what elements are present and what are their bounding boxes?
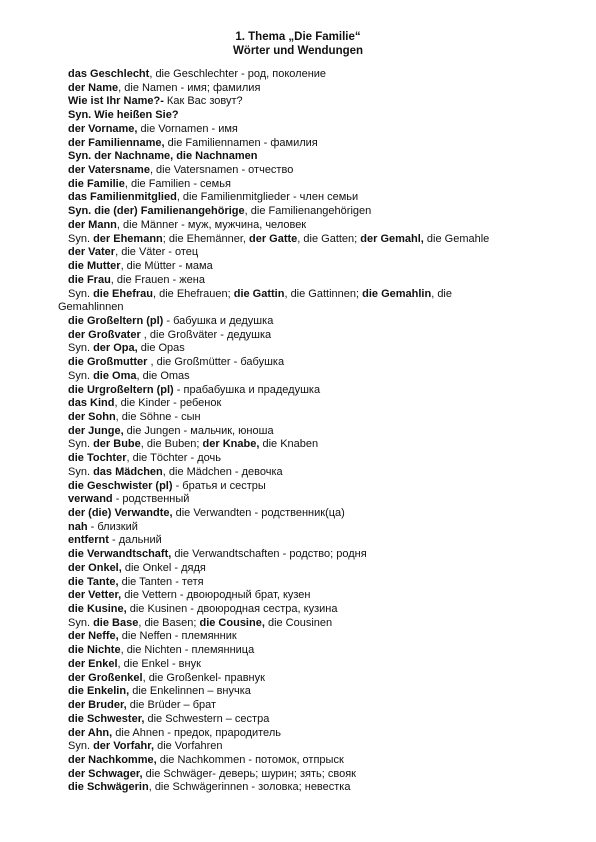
vocab-line <box>68 150 568 164</box>
vocab-term: der Junge, <box>68 424 124 437</box>
vocab-term: der Mann <box>68 218 117 231</box>
vocab-line <box>68 754 568 768</box>
vocab-text: , die Enkel - внук <box>117 657 201 670</box>
vocab-line <box>68 534 568 548</box>
vocab-term: der Vorfahr, <box>93 740 155 753</box>
vocab-term: die Ehefrau <box>93 287 153 300</box>
vocab-line <box>68 178 568 192</box>
vocab-text: die Vornamen - имя <box>137 122 238 135</box>
vocab-text: , die Familien - семья <box>124 177 231 190</box>
vocab-line <box>68 288 568 302</box>
vocabulary-list <box>58 68 568 795</box>
vocab-text: die Verwandten - родственник(ца) <box>172 507 345 519</box>
vocab-line <box>58 301 568 315</box>
vocab-term: der Bruder, <box>68 699 127 712</box>
vocab-text: Syn. <box>68 740 94 753</box>
title-line-1: 1. Thema „Die Familie“ <box>235 31 361 43</box>
vocab-line <box>68 781 568 795</box>
vocab-term: die Familie <box>68 177 125 190</box>
vocab-text: Syn. <box>68 287 94 300</box>
vocab-text: , die Nichten - племянница <box>120 644 255 657</box>
vocab-text: , die Großenkel- правнук <box>142 671 265 684</box>
vocab-term: der Enkel <box>68 657 118 670</box>
vocab-text: , die Buben; <box>140 438 203 451</box>
vocab-term: die Mutter <box>68 260 121 273</box>
vocab-text: die Schwäger- деверь; шурин; зять; свояк <box>142 767 356 780</box>
vocab-term: die Kusine, <box>68 603 127 616</box>
vocab-line <box>68 493 568 507</box>
vocab-term: das Familienmitglied <box>68 191 177 204</box>
vocab-text: , die <box>431 287 452 300</box>
vocab-text: die Brüder – брат <box>126 699 217 712</box>
vocab-text: die Vettern - двоюродный брат, кузен <box>121 589 311 602</box>
vocab-text: ; die Ehemänner, <box>162 232 249 245</box>
vocab-term: das Mädchen <box>93 465 163 478</box>
vocab-line <box>68 452 568 466</box>
vocab-line <box>68 356 568 370</box>
vocab-term: die Enkelin, <box>68 685 130 698</box>
vocab-line <box>68 507 568 521</box>
vocab-line <box>68 342 568 356</box>
vocab-text: - прабабушка и прадедушка <box>173 383 321 396</box>
vocab-line <box>68 164 568 178</box>
vocab-text: - родственный <box>112 493 190 506</box>
vocab-term: die Geschwister (pl) <box>68 479 173 492</box>
vocab-term: der Ahn, <box>68 726 113 739</box>
vocab-term: der Schwager, <box>68 767 143 780</box>
vocab-line <box>68 397 568 411</box>
vocab-term: die Großmutter <box>68 356 148 369</box>
vocab-text: , die Gattinnen; <box>284 287 363 300</box>
vocab-text: die Jungen - мальчик, юноша <box>123 424 274 437</box>
vocab-text: , die Omas <box>136 369 190 382</box>
vocab-text: , die Familienangehörigen <box>244 205 372 218</box>
vocab-line <box>68 603 568 617</box>
vocab-text: die Cousinen <box>264 616 333 629</box>
vocab-line <box>68 109 568 123</box>
vocab-line <box>68 82 568 96</box>
vocab-term: der Bube <box>93 438 141 451</box>
vocab-line <box>68 576 568 590</box>
vocab-text: Syn. <box>68 438 94 451</box>
vocab-line <box>68 658 568 672</box>
vocab-term: der Onkel, <box>68 561 122 574</box>
vocab-term: der (die) Verwandte, <box>68 507 173 519</box>
vocab-text: die Verwandtschaften - родство; родня <box>171 548 367 561</box>
vocab-term: der Großvater <box>68 328 141 341</box>
document-title <box>0 30 596 58</box>
vocab-text: die Nachkommen - потомок, отпрыск <box>156 753 344 766</box>
vocab-text: , die Geschlechter - род, поколение <box>149 68 327 80</box>
vocab-term: die Frau <box>68 273 111 286</box>
vocab-term: der Vater <box>68 246 116 259</box>
vocab-text: , die Mütter - мама <box>120 260 213 273</box>
vocab-term: der Vatersname <box>68 164 150 177</box>
vocab-line <box>68 548 568 562</box>
vocab-term: der Vorname, <box>68 122 138 135</box>
vocab-term: der Großenkel <box>68 671 143 684</box>
vocab-term: der Familienname, <box>68 136 165 149</box>
vocab-term: entfernt <box>68 534 109 547</box>
vocab-text: - дальний <box>108 534 162 547</box>
vocab-text: die Tanten - тетя <box>118 575 204 588</box>
vocab-line <box>68 95 568 109</box>
vocab-line <box>68 466 568 480</box>
vocab-text: , die Vatersnamen - отчество <box>149 164 294 177</box>
vocab-text: - близкий <box>87 520 138 533</box>
vocab-term: der Knabe, <box>202 438 260 451</box>
title-line-2: Wörter und Wendungen <box>232 45 364 57</box>
vocab-term: die Großeltern (pl) <box>68 314 164 327</box>
vocab-text: Syn. <box>68 369 94 382</box>
vocab-text: , die Schwägerinnen - золовка; невестка <box>148 781 351 794</box>
vocab-term: die Base <box>93 616 139 629</box>
vocab-line <box>68 191 568 205</box>
vocab-term: die Cousine, <box>199 616 265 629</box>
vocab-term: verwand <box>68 493 113 506</box>
vocab-term: der Opa, <box>93 342 138 355</box>
vocab-text: Как Вас зовут? <box>163 95 243 108</box>
vocab-line <box>68 740 568 754</box>
vocab-line <box>68 644 568 658</box>
vocab-text: Syn. <box>68 465 94 478</box>
vocab-line <box>68 699 568 713</box>
vocab-text: die Neffen - племянник <box>118 630 237 643</box>
vocab-text: die Kusinen - двоюродная сестра, кузина <box>126 603 338 616</box>
vocab-term: die Tante, <box>68 575 119 588</box>
vocab-line <box>68 727 568 741</box>
vocab-text: Syn. <box>68 342 94 355</box>
vocab-line <box>68 562 568 576</box>
vocab-text: , die Gatten; <box>297 232 361 245</box>
vocab-line <box>68 260 568 274</box>
vocab-term: der Name <box>68 81 119 94</box>
vocab-line <box>68 370 568 384</box>
vocab-term: die Tochter <box>68 452 127 465</box>
vocab-text: , die Familienmitglieder - член семьи <box>176 191 359 204</box>
vocab-line <box>68 123 568 137</box>
vocab-line <box>68 315 568 329</box>
vocab-line <box>68 384 568 398</box>
vocab-term: die Schwester, <box>68 712 145 725</box>
vocab-term: Syn. die (der) Familienangehörige <box>68 205 245 218</box>
vocab-line <box>68 630 568 644</box>
vocab-term: die Verwandtschaft, <box>68 548 172 561</box>
vocab-text: die Schwestern – сестра <box>144 712 270 725</box>
vocab-text: die Onkel - дядя <box>121 561 206 574</box>
vocab-line <box>68 617 568 631</box>
vocab-line <box>68 438 568 452</box>
vocab-line <box>68 411 568 425</box>
vocab-term: der Gemahl, <box>360 232 424 245</box>
vocab-text: die Gemahle <box>423 232 490 245</box>
vocab-text: die Knaben <box>259 438 319 451</box>
vocab-line <box>68 521 568 535</box>
vocab-term: Syn. der Nachname, die Nachnamen <box>68 150 258 163</box>
vocab-term: die Gattin <box>233 287 285 300</box>
vocab-line <box>68 205 568 219</box>
vocab-text: , die Basen; <box>138 616 200 629</box>
vocab-line <box>68 480 568 494</box>
vocab-line <box>68 137 568 151</box>
vocab-line <box>68 589 568 603</box>
vocab-text: , die Großväter - дедушка <box>140 328 272 341</box>
vocab-text: die Ahnen - предок, прародитель <box>112 726 281 739</box>
vocab-term: der Vetter, <box>68 589 122 602</box>
vocab-text: - бабушка и дедушка <box>163 314 274 327</box>
vocab-line <box>68 68 568 82</box>
vocab-line <box>68 246 568 260</box>
vocab-text: , die Väter - отец <box>115 246 199 259</box>
vocab-line <box>68 672 568 686</box>
vocab-line <box>68 233 568 247</box>
vocab-term: der Sohn <box>68 410 116 423</box>
vocab-line <box>68 219 568 233</box>
vocab-line <box>68 425 568 439</box>
vocab-text: , die Ehefrauen; <box>152 287 234 300</box>
vocab-term: Wie ist Ihr Name?- <box>68 95 164 108</box>
vocab-text: , die Söhne - сын <box>115 410 201 423</box>
vocab-text: Syn. <box>68 616 94 629</box>
vocab-text: , die Namen - имя; фамилия <box>118 81 261 94</box>
vocab-line <box>68 329 568 343</box>
vocab-text: Syn. <box>68 232 94 245</box>
vocab-text: die Enkelinnen – внучка <box>129 685 251 698</box>
vocab-line <box>68 768 568 782</box>
vocab-term: die Oma <box>93 369 137 382</box>
vocab-line <box>68 274 568 288</box>
vocab-text: die Familiennamen - фамилия <box>164 136 318 149</box>
vocab-text: , die Töchter - дочь <box>126 452 221 465</box>
vocab-text: die Vorfahren <box>154 740 223 753</box>
vocab-term: die Schwägerin <box>68 781 149 794</box>
vocab-term: der Nachkomme, <box>68 753 157 766</box>
vocab-text: , die Männer - муж, мужчина, человек <box>116 218 307 231</box>
vocab-text: , die Mädchen - девочка <box>162 465 283 478</box>
vocab-term: nah <box>68 520 88 533</box>
vocab-text: , die Kinder - ребенок <box>114 397 222 410</box>
vocab-text: , die Großmütter - бабушка <box>147 356 285 369</box>
vocab-term: der Ehemann <box>93 232 163 245</box>
vocab-text: die Opas <box>137 342 185 355</box>
vocab-text: Gemahlinnen <box>58 301 124 314</box>
vocab-term: die Urgroßeltern (pl) <box>68 383 174 396</box>
vocab-line <box>68 685 568 699</box>
vocab-term: die Nichte <box>68 644 121 657</box>
vocab-term: der Gatte <box>249 232 298 245</box>
vocab-term: das Geschlecht <box>68 68 150 80</box>
vocab-text: - братья и сестры <box>172 479 266 492</box>
vocab-term: die Gemahlin <box>362 287 432 300</box>
vocab-term: das Kind <box>68 397 115 410</box>
vocab-term: Syn. Wie heißen Sie? <box>68 109 179 122</box>
vocab-line <box>68 713 568 727</box>
vocab-term: der Neffe, <box>68 630 119 643</box>
vocab-text: , die Frauen - жена <box>110 273 205 286</box>
